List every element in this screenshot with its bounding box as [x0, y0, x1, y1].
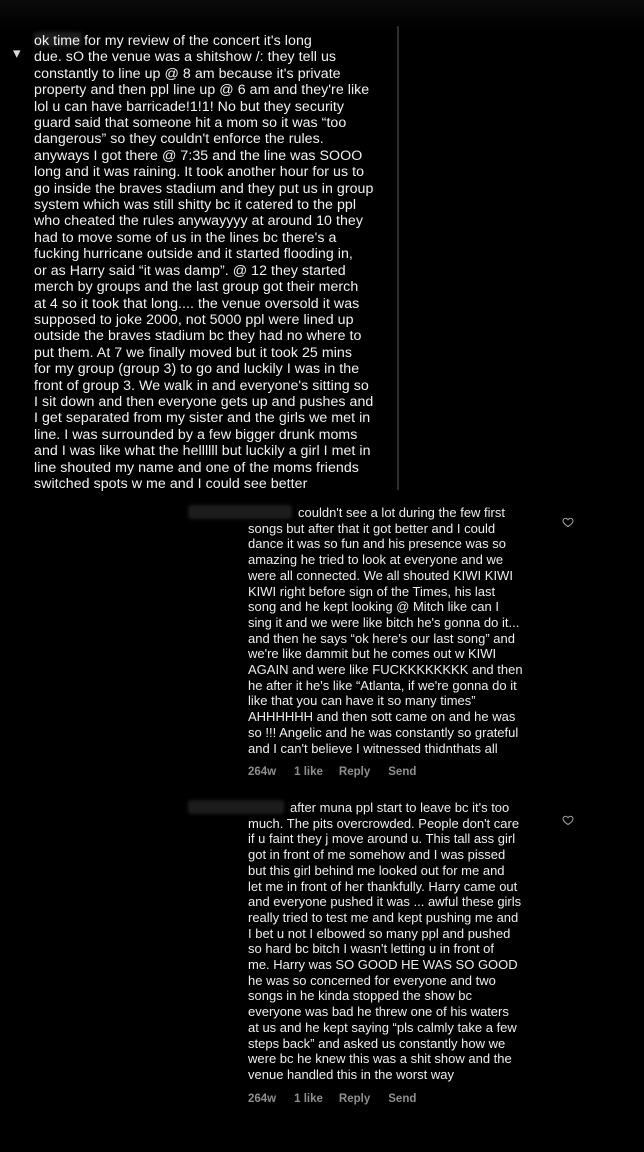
- comment-1: [248, 505, 548, 778]
- comment-2: [248, 800, 548, 1105]
- partial-arrow-icon: ▾: [13, 45, 21, 62]
- heart-outline-icon[interactable]: [562, 814, 574, 826]
- comment-2-age: 264w: [248, 1092, 277, 1105]
- top-fade: [0, 0, 644, 30]
- comment-1-text: couldn't see a lot during the few first songs but after that it got better and I could dance it was so fun and his presence was so amazing he tried to look at everyone and we were all connected. We all shouted KIWI KIWI KIWI right before sign of the Times, his last song and he kept looking @ Mitch like can I sing it and we were like bitch he's gonna do it... and then he says “ok here's our last song” and we're like dammit but he comes out w KIWI AGAIN and were like FUCKKKKKKKK and then he after it he's like “Atlanta, if we're gonna do it like that you can have it so many times” AHHHHHH and then sott came on and he was so !!! Angelic and he was constantly so grateful and I can't believe I witnessed thidnthats all: [248, 505, 523, 756]
- comment-1-actions: [248, 766, 548, 778]
- comment-1-send-button[interactable]: Send: [388, 766, 417, 779]
- comment-2-like-count[interactable]: 1 like: [294, 1092, 323, 1105]
- comment-1-reply-button[interactable]: Reply: [338, 766, 371, 779]
- comment-2-actions: [248, 1093, 548, 1105]
- comment-2-reply-button[interactable]: Reply: [338, 1092, 371, 1105]
- heart-outline-icon[interactable]: [562, 516, 574, 528]
- post-caption: ok time for my review of the concert it's long due. sO the venue was a shitshow /: they tell us constantly to line up @ 8 am because it's private property and then ppl line up @ 6 am and they're like lol u can have barricade!1!1! No but they security guard said that someone hit a mom so it was “too dangerous” so they couldn't enforce the rules. anyways I got there @ 7:35 and the line was SOOO long and it was raining. It took another hour for us to go inside the braves stadium and they put us in group system which was still shitty bc it catered to the ppl who cheated the rules anywayyyy at around 10 they had to move some of us in the lines bc there's a fucking hurricane outside and it started flooding in, or as Harry said “it was damp”. @ 12 they started merch by groups and the last group got their merch at 4 so it took that long.... the venue oversold it was supposed to joke 2000, not 5000 ppl were lined up outside the braves stadium bc they had no where to put them. At 7 we finally moved but it took 25 mins for my group (group 3) to go and luckily I was in the front of group 3. We walk in and everyone's sitting so I sit down and then everyone gets up and pushes and I get separated from my sister and the girls we met in line. I was surrounded by a few bigger drunk moms and I was like what the hellllll but luckily a girl I met in line shouted my name and one of the moms friends switched spots w me and I could see better: [34, 33, 374, 492]
- scrollbar[interactable]: [397, 26, 399, 490]
- comment-1-age: 264w: [248, 766, 277, 779]
- comment-2-send-button[interactable]: Send: [388, 1092, 417, 1105]
- comment-1-like-count[interactable]: 1 like: [294, 766, 323, 779]
- comment-2-text: after muna ppl start to leave bc it's too much. The pits overcrowded. People don't care if u faint they j move around u. This tall ass girl got in front of me somehow and I was pissed but this girl behind me looked out for me and let me in front of her thankfully. Harry came out and everyone pushed it was ... awful these girls really tried to test me and kept pushing me and I bet u not I elbowed so many ppl and pushed so hard bc bitch I wasn't letting u in front of me. Harry was SO GOOD HE WAS SO GOOD he was so concerned for everyone and two songs in he kinda stopped the show bc everyone was bad he threw one of his waters at us and he kept saying “pls calmly take a few steps back” and asked us constantly how we were bc he knew this was a shit show and the venue handled this in the worst way: [248, 800, 522, 1082]
